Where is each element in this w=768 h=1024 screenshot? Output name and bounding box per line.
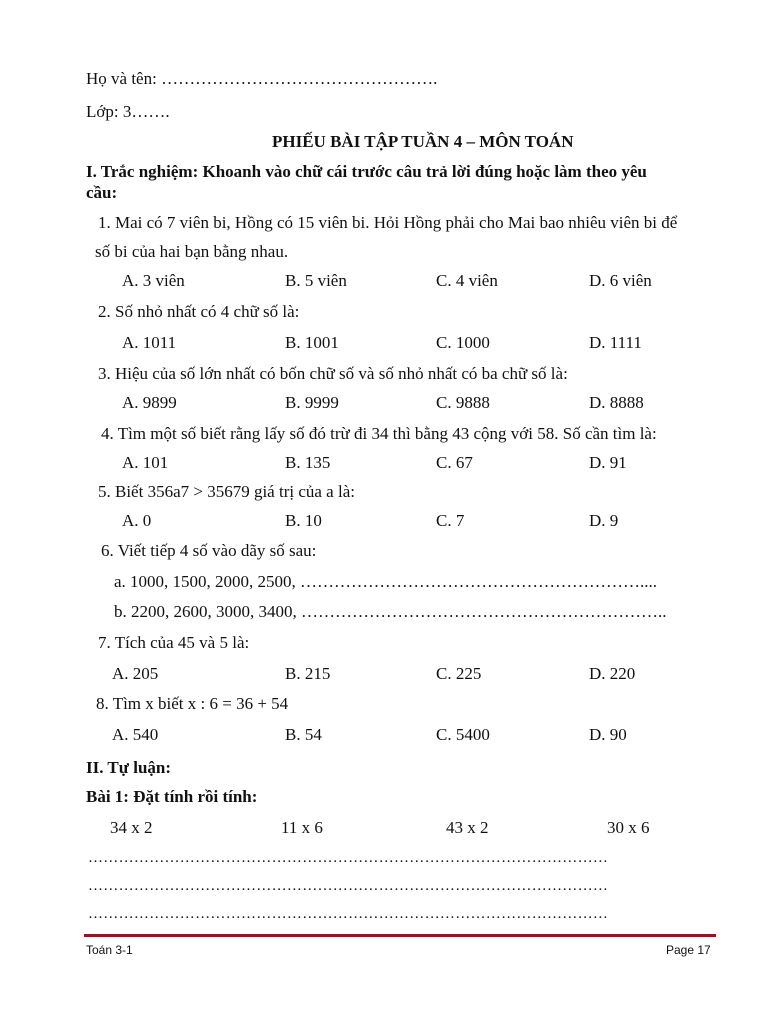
q5-option-c: C. 7 bbox=[436, 511, 465, 530]
expression-2: 11 x 6 bbox=[281, 818, 323, 837]
q3-option-d: D. 8888 bbox=[589, 393, 644, 412]
q1-option-b: B. 5 viên bbox=[285, 271, 347, 290]
q7-option-a: A. 205 bbox=[112, 664, 159, 683]
q8-option-a: A. 540 bbox=[112, 725, 159, 744]
expression-4: 30 x 6 bbox=[607, 818, 650, 837]
question-2: 2. Số nhỏ nhất có 4 chữ số là: bbox=[98, 302, 300, 321]
question-7: 7. Tích của 45 và 5 là: bbox=[98, 633, 250, 652]
question-8: 8. Tìm x biết x : 6 = 36 + 54 bbox=[96, 694, 289, 713]
footer-divider bbox=[84, 934, 716, 937]
q2-option-a: A. 1011 bbox=[122, 333, 177, 352]
question-1-line1: 1. Mai có 7 viên bi, Hồng có 15 viên bi. Hỏi Hồng phải cho Mai bao nhiêu viên bi để bbox=[98, 213, 678, 232]
footer-left: Toán 3-1 bbox=[86, 943, 133, 957]
q7-option-d: D. 220 bbox=[589, 664, 636, 683]
dotted-line-2: ………………………………………………………………………………………… bbox=[88, 878, 609, 894]
footer-page-number: Page 17 bbox=[666, 943, 711, 957]
q7-option-c: C. 225 bbox=[436, 664, 482, 683]
question-6b: b. 2200, 2600, 3000, 3400, ……………………………………………………….. bbox=[114, 602, 667, 621]
q2-option-c: C. 1000 bbox=[436, 333, 490, 352]
q1-option-c: C. 4 viên bbox=[436, 271, 498, 290]
question-4: 4. Tìm một số biết rằng lấy số đó trừ đi 34 thì bằng 43 cộng với 58. Số cần tìm là: bbox=[101, 424, 657, 443]
q5-option-d: D. 9 bbox=[589, 511, 619, 530]
section1-heading-line1: I. Trắc nghiệm: Khoanh vào chữ cái trước câu trả lời đúng hoặc làm theo yêu bbox=[86, 162, 647, 181]
question-1-line2: số bi của hai bạn bằng nhau. bbox=[95, 242, 289, 261]
expression-1: 34 x 2 bbox=[110, 818, 153, 837]
q8-option-b: B. 54 bbox=[285, 725, 322, 744]
q4-option-a: A. 101 bbox=[122, 453, 169, 472]
name-line: Họ và tên: …………………………………………. bbox=[86, 69, 438, 88]
q8-option-c: C. 5400 bbox=[436, 725, 490, 744]
page-title: PHIẾU BÀI TẬP TUẦN 4 – MÔN TOÁN bbox=[272, 132, 574, 151]
question-5: 5. Biết 356a7 > 35679 giá trị của a là: bbox=[98, 482, 355, 501]
q1-option-a: A. 3 viên bbox=[122, 271, 185, 290]
q2-option-b: B. 1001 bbox=[285, 333, 339, 352]
q4-option-b: B. 135 bbox=[285, 453, 331, 472]
q3-option-c: C. 9888 bbox=[436, 393, 490, 412]
dotted-line-1: ………………………………………………………………………………………… bbox=[88, 850, 609, 866]
question-3: 3. Hiệu của số lớn nhất có bốn chữ số và số nhỏ nhất có ba chữ số là: bbox=[98, 364, 568, 383]
q4-option-d: D. 91 bbox=[589, 453, 627, 472]
q5-option-b: B. 10 bbox=[285, 511, 322, 530]
dotted-line-3: ………………………………………………………………………………………… bbox=[88, 906, 609, 922]
expression-3: 43 x 2 bbox=[446, 818, 489, 837]
bai1-heading: Bài 1: Đặt tính rồi tính: bbox=[86, 787, 258, 806]
class-line: Lớp: 3……. bbox=[86, 102, 170, 121]
q3-option-b: B. 9999 bbox=[285, 393, 339, 412]
section2-heading: II. Tự luận: bbox=[86, 758, 172, 777]
q1-option-d: D. 6 viên bbox=[589, 271, 652, 290]
question-6a: a. 1000, 1500, 2000, 2500, …………………………………………………….... bbox=[114, 572, 658, 591]
q7-option-b: B. 215 bbox=[285, 664, 331, 683]
q4-option-c: C. 67 bbox=[436, 453, 473, 472]
q5-option-a: A. 0 bbox=[122, 511, 152, 530]
question-6: 6. Viết tiếp 4 số vào dãy số sau: bbox=[101, 541, 317, 560]
q8-option-d: D. 90 bbox=[589, 725, 627, 744]
q2-option-d: D. 1111 bbox=[589, 333, 642, 352]
q3-option-a: A. 9899 bbox=[122, 393, 177, 412]
section1-heading-line2: cầu: bbox=[86, 183, 118, 202]
